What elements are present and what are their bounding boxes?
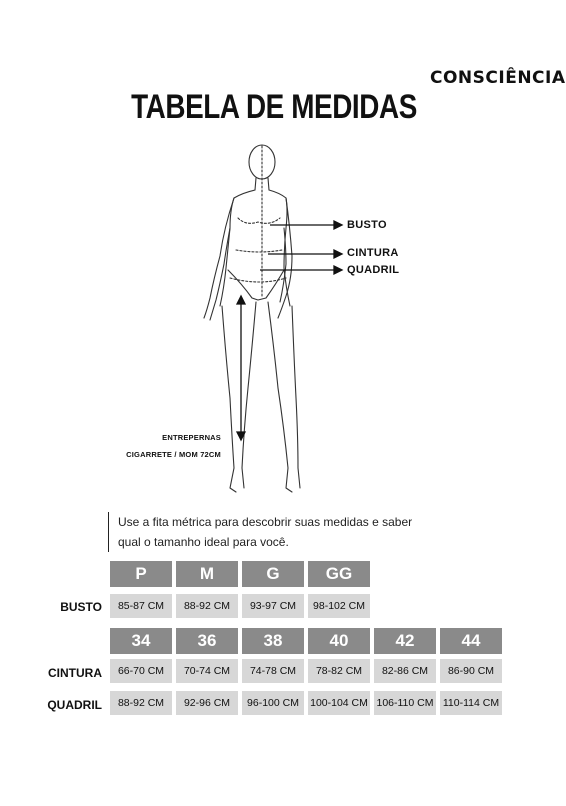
label-bust: BUSTO [347, 219, 387, 231]
label-inseam-detail: CIGARRETE / MOM 72CM [126, 450, 221, 459]
waist-cell-40: 78-82 CM [308, 659, 370, 683]
label-inseam: ENTREPERNAS [162, 433, 221, 442]
hip-cell-34: 88-92 CM [110, 691, 172, 715]
row-label-hip: QUADRIL [47, 698, 102, 712]
size-header-m: M [176, 561, 238, 587]
size-header-42: 42 [374, 628, 436, 654]
size-header-p: P [110, 561, 172, 587]
row-label-bust: BUSTO [60, 600, 102, 614]
body-figure-illustration [180, 138, 320, 498]
hip-cell-42: 106-110 CM [374, 691, 436, 715]
bust-cell-p: 85-87 CM [110, 594, 172, 618]
bust-cell-g: 93-97 CM [242, 594, 304, 618]
hip-cell-38: 96-100 CM [242, 691, 304, 715]
hip-cell-36: 92-96 CM [176, 691, 238, 715]
size-header-36: 36 [176, 628, 238, 654]
label-waist: CINTURA [347, 247, 399, 259]
bust-cell-gg: 98-102 CM [308, 594, 370, 618]
size-header-44: 44 [440, 628, 502, 654]
waist-cell-34: 66-70 CM [110, 659, 172, 683]
waist-cell-42: 82-86 CM [374, 659, 436, 683]
hip-cell-44: 110-114 CM [440, 691, 502, 715]
size-header-40: 40 [308, 628, 370, 654]
hip-cell-40: 100-104 CM [308, 691, 370, 715]
waist-cell-44: 86-90 CM [440, 659, 502, 683]
page-title: TABELA DE MEDIDAS [131, 88, 417, 126]
brand-logo: CONSCIÊNCIA [430, 68, 566, 88]
label-hip: QUADRIL [347, 264, 400, 276]
size-header-38: 38 [242, 628, 304, 654]
size-header-34: 34 [110, 628, 172, 654]
size-header-gg: GG [308, 561, 370, 587]
row-label-waist: CINTURA [48, 666, 102, 680]
bust-cell-m: 88-92 CM [176, 594, 238, 618]
size-header-g: G [242, 561, 304, 587]
waist-cell-36: 70-74 CM [176, 659, 238, 683]
waist-cell-38: 74-78 CM [242, 659, 304, 683]
instruction-text: Use a fita métrica para descobrir suas medidas e saber qual o tamanho ideal para você. [108, 512, 438, 552]
